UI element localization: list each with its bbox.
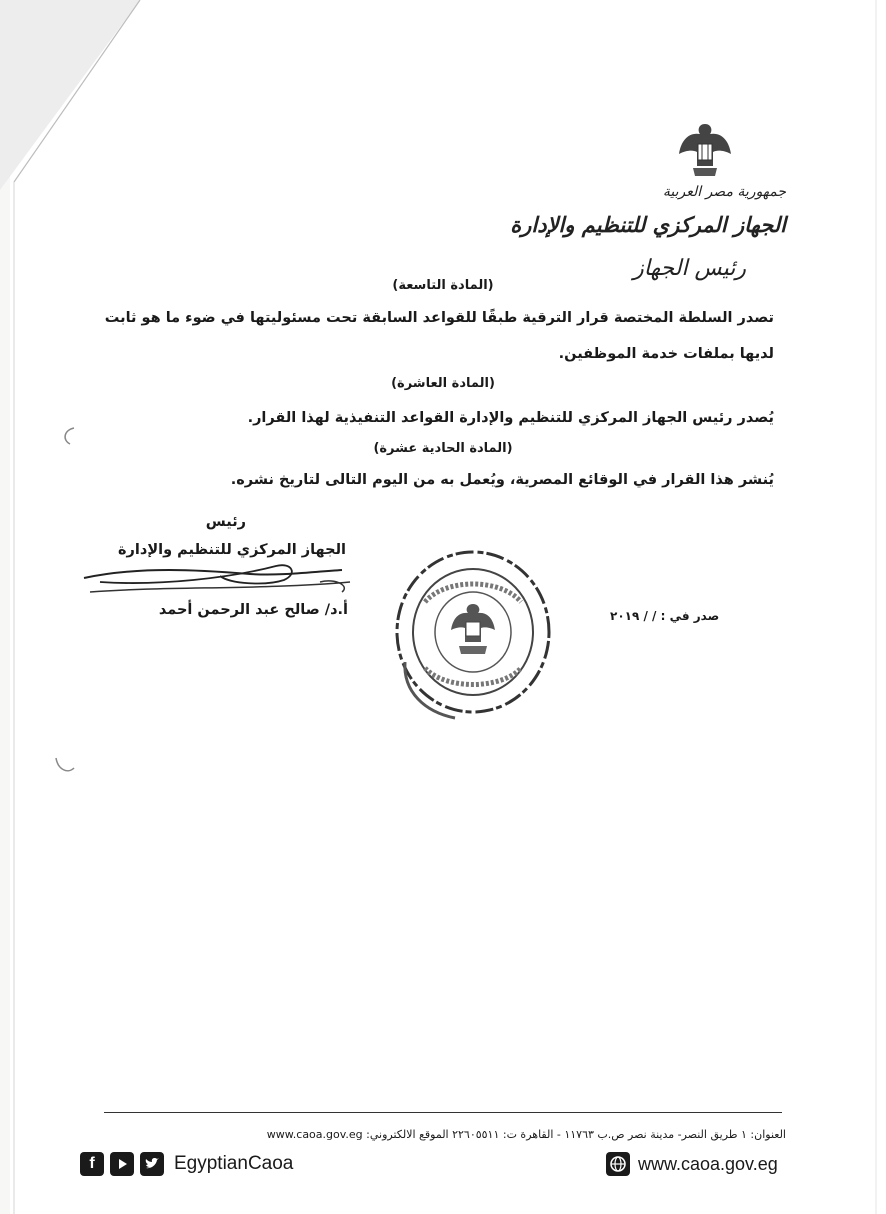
article-10-heading: (المادة العاشرة) bbox=[391, 376, 495, 391]
social-handle[interactable]: EgyptianCaoa bbox=[174, 1153, 294, 1174]
article-11-heading: (المادة الحادية عشرة) bbox=[373, 441, 513, 456]
article-9-line-1: تصدر السلطة المختصة قرار الترقية طبقًا للقواعد السابقة تحت مسئوليتها في ضوء ما هو ثابت bbox=[104, 310, 774, 326]
website-url[interactable]: www.caoa.gov.eg bbox=[638, 1153, 778, 1174]
official-seal-stamp bbox=[385, 542, 555, 724]
signatory-name: أ.د/ صالح عبد الرحمن أحمد bbox=[158, 602, 348, 618]
punch-mark-lower bbox=[52, 752, 78, 778]
youtube-icon[interactable] bbox=[110, 1152, 134, 1176]
signature-title-line-2: الجهاز المركزي للتنظيم والإدارة bbox=[118, 542, 346, 558]
article-9-heading: (المادة التاسعة) bbox=[392, 278, 494, 293]
eagle-emblem-icon bbox=[675, 120, 735, 182]
footer-divider bbox=[104, 1112, 782, 1113]
country-name: جمهورية مصر العربية bbox=[662, 184, 786, 200]
twitter-icon[interactable] bbox=[140, 1152, 164, 1176]
signature-title-line-1: رئيس bbox=[205, 514, 246, 530]
article-10-line-1: يُصدر رئيس الجهاز المركزي للتنظيم والإدارة القواعد التنفيذية لهذا القرار. bbox=[247, 410, 774, 426]
agency-name: الجهاز المركزي للتنظيم والإدارة bbox=[510, 212, 786, 237]
facebook-icon[interactable]: f bbox=[80, 1152, 104, 1176]
globe-icon bbox=[606, 1152, 630, 1176]
social-links bbox=[80, 1152, 293, 1176]
office-title: رئيس الجهاز bbox=[633, 256, 746, 281]
article-9-line-2: لديها بملفات خدمة الموظفين. bbox=[558, 346, 774, 362]
website-link[interactable] bbox=[606, 1152, 778, 1176]
footer-address: العنوان: ١ طريق النصر- مدينة نصر ص.ب ١١٧٦٣ - القاهرة ت: ٢٢٦٠٥٥١١ الموقع الالكتروني: www.caoa.gov.eg bbox=[266, 1128, 786, 1141]
article-11-line-1: يُنشر هذا القرار في الوقائع المصرية، ويُعمل به من اليوم التالى لتاريخ نشره. bbox=[230, 472, 774, 488]
issue-date: صدر في : / / ٢٠١٩ bbox=[610, 609, 720, 623]
